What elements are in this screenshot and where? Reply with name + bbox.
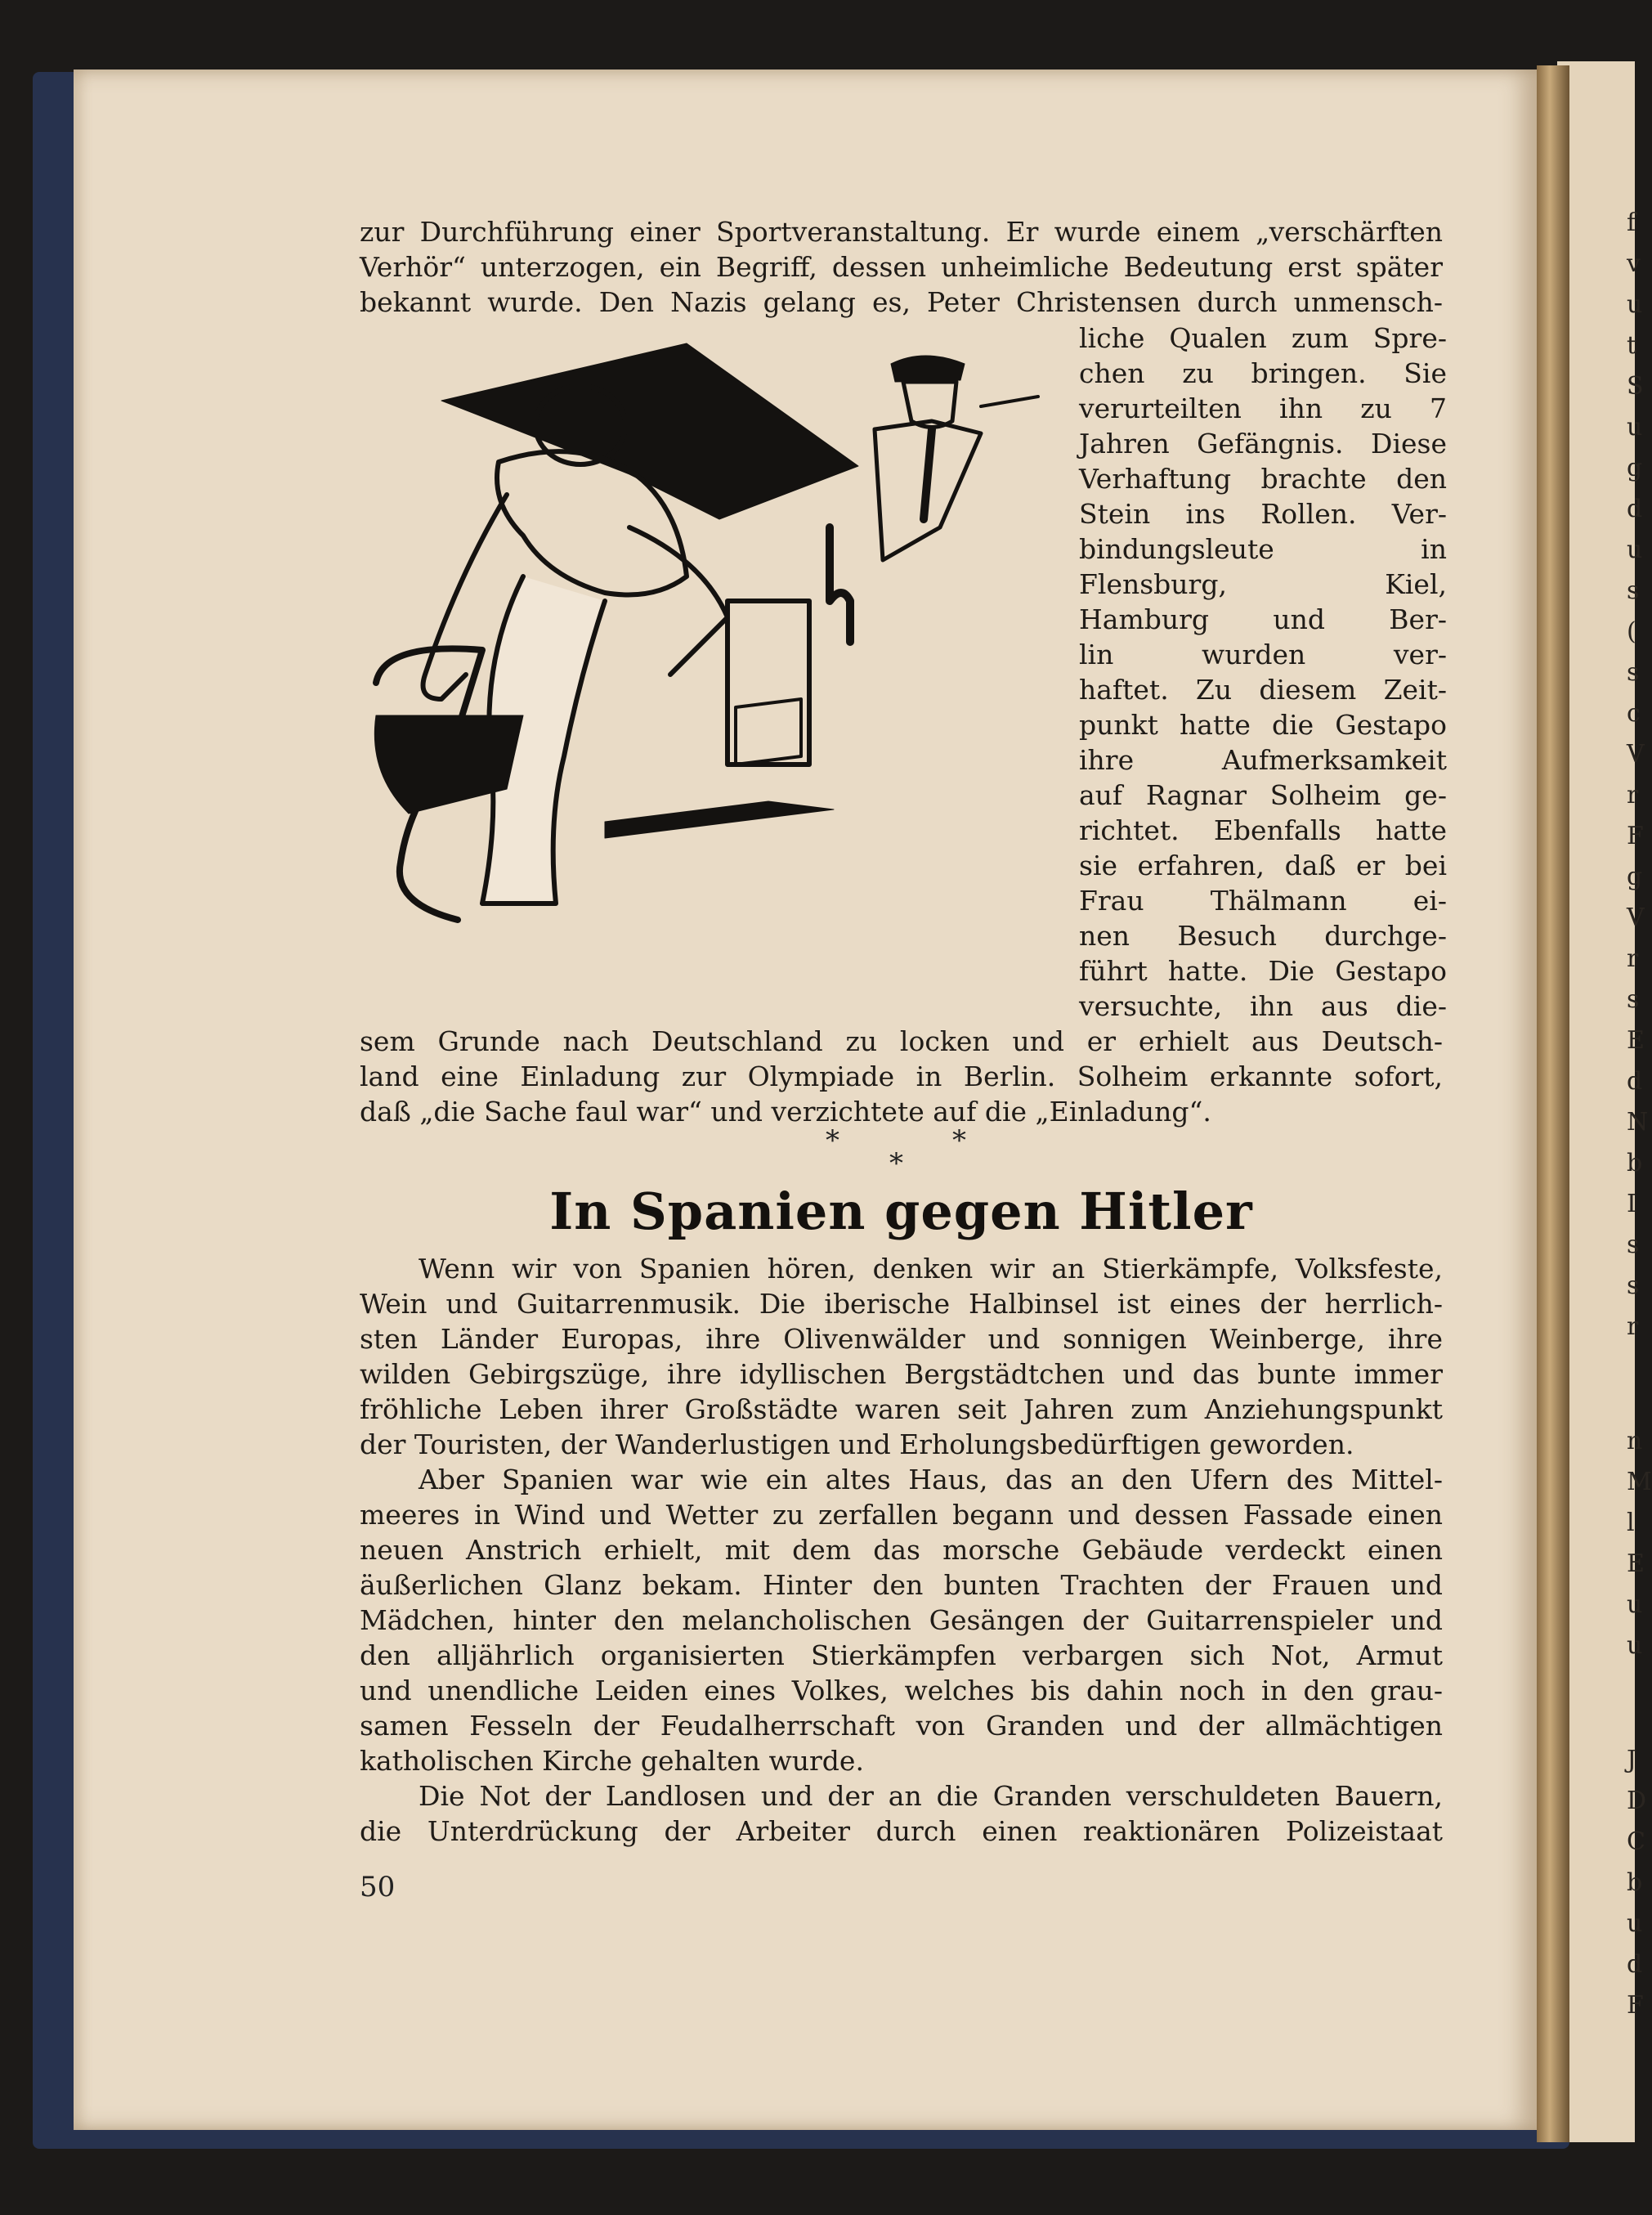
adjacent-page-fragment: I [1627, 1190, 1636, 1218]
page-number: 50 [360, 1871, 396, 1903]
adjacent-page-fragment: t [1627, 331, 1637, 360]
text-line: zur Durchführung einer Sportveranstaltung. Er wurde einem „verschärften [360, 216, 1443, 248]
adjacent-page-fragment: V [1627, 903, 1645, 932]
adjacent-page-fragment: E [1627, 1026, 1645, 1055]
text-line: den alljährlich organisierten Stierkämpfen verbargen sich Not, Armut [360, 1639, 1443, 1671]
text-line: lin wurden ver- [1079, 639, 1447, 670]
text-line: versuchte, ihn aus die- [1079, 990, 1447, 1022]
text-line: chen zu bringen. Sie [1079, 357, 1447, 389]
adjacent-page-fragment: D [1627, 1787, 1647, 1815]
text-line: bekannt wurde. Den Nazis gelang es, Peter Christensen durch unmensch- [360, 286, 1443, 318]
text-line: führt hatte. Die Gestapo [1079, 955, 1447, 987]
adjacent-page-fragment: F [1627, 822, 1644, 850]
text-line: Stein ins Rollen. Ver- [1079, 498, 1447, 530]
text-line: haftet. Zu diesem Zeit- [1079, 674, 1447, 706]
text-line: Flensburg, Kiel, [1079, 568, 1447, 600]
adjacent-page-fragment: S [1627, 372, 1644, 401]
text-line: neuen Anstrich erhielt, mit dem das morsche Gebäude verdeckt einen [360, 1534, 1443, 1566]
text-line: meeres in Wind und Wetter zu zerfallen begann und dessen Fassade einen [360, 1499, 1443, 1531]
adjacent-page-fragment: u [1627, 1590, 1643, 1619]
adjacent-page-fragment: u [1627, 1909, 1643, 1938]
text-line: Wein und Guitarrenmusik. Die iberische Halbinsel ist eines der herrlich- [360, 1288, 1443, 1320]
text-line: nen Besuch durchge- [1079, 920, 1447, 952]
adjacent-page-fragment: d [1627, 1067, 1643, 1096]
text-line: Verhaftung brachte den [1079, 463, 1447, 495]
text-line: verurteilten ihn zu 7 [1079, 392, 1447, 424]
text-line: daß „die Sache faul war“ und verzichtete auf die „Einladung“. [360, 1096, 1211, 1128]
text-line: Hamburg und Ber- [1079, 603, 1447, 635]
adjacent-page-fragment: n [1627, 1427, 1643, 1455]
separator-star: * [889, 1147, 903, 1180]
text-line: sie erfahren, daß er bei [1079, 850, 1447, 881]
adjacent-page-fragment: ( [1627, 617, 1636, 646]
intro-top-block [360, 214, 1443, 320]
section-separator [0, 1124, 1635, 1180]
right-arm-shape [629, 527, 728, 675]
text-line: katholischen Kirche gehalten wurde. [360, 1745, 864, 1777]
car-door-shape [728, 601, 809, 764]
text-line: Jahren Gefängnis. Diese [1079, 428, 1447, 460]
tie-shape [924, 429, 932, 519]
separator-star: * [826, 1124, 839, 1157]
text-line: sten Länder Europas, ihre Olivenwälder und sonnigen Weinberge, ihre [360, 1323, 1443, 1355]
adjacent-page-fragment: s [1627, 985, 1640, 1014]
adjacent-page-fragment: M [1627, 1468, 1652, 1496]
adjacent-page-fragment: g [1627, 863, 1643, 891]
adjacent-page-fragment: r [1627, 944, 1639, 973]
adjacent-page-fragment: s [1627, 1231, 1640, 1259]
separator-star: * [952, 1124, 966, 1157]
pointer-line [981, 397, 1038, 406]
text-line: ihre Aufmerksamkeit [1079, 744, 1447, 776]
adjacent-page-fragment: v [1627, 249, 1641, 278]
adjacent-page-fragment: d [1627, 495, 1643, 523]
text-line: sem Grunde nach Deutschland zu locken und er erhielt aus Deutsch- [360, 1025, 1443, 1057]
adjacent-page-fragment: u [1627, 1631, 1643, 1660]
text-line: Die Not der Landlosen und der an die Granden verschuldeten Bauern, [419, 1780, 1443, 1812]
adjacent-page-fragment: N [1627, 1108, 1649, 1137]
adjacent-page-fragment: J [1627, 1746, 1637, 1774]
text-line: die Unterdrückung der Arbeiter durch einen reaktionären Polizeistaat [360, 1815, 1443, 1847]
adjacent-page-fragment: l [1627, 1509, 1635, 1537]
text-line: liche Qualen zum Spre- [1079, 322, 1447, 354]
text-line: Wenn wir von Spanien hören, denken wir an Stierkämpfe, Volksfeste, [419, 1253, 1443, 1285]
hook-mark-shape [830, 527, 850, 642]
text-line: Aber Spanien war wie ein altes Haus, das an den Ufern des Mittel- [419, 1464, 1443, 1495]
section-body [360, 1251, 1443, 1849]
adjacent-page-fragment: s [1627, 576, 1640, 605]
roof-shape [441, 343, 858, 519]
adjacent-page-fragment: C [1627, 1827, 1645, 1856]
text-line: Verhör“ unterzogen, ein Begriff, dessen unheimliche Bedeutung erst später [360, 251, 1443, 283]
adjacent-page-fragment: r [1627, 781, 1639, 809]
text-line: fröhliche Leben ihrer Großstädte waren seit Jahren zum Anziehungspunkt [360, 1393, 1443, 1425]
text-line: punkt hatte die Gestapo [1079, 709, 1447, 741]
adjacent-page-fragment: g [1627, 454, 1643, 482]
hat-shape [891, 356, 965, 382]
adjacent-page-fragment: u [1627, 290, 1643, 319]
text-line: Frau Thälmann ei- [1079, 885, 1447, 917]
text-line: der Touristen, der Wanderlustigen und Erholungsbedürftigen geworden. [360, 1428, 1354, 1460]
illustration-man-on-car [360, 331, 1046, 1010]
text-line: bindungsleute in [1079, 533, 1447, 565]
text-line: und unendliche Leiden eines Volkes, welches bis dahin noch in den grau- [360, 1675, 1443, 1706]
adjacent-page-fragment: s [1627, 1271, 1640, 1300]
adjacent-page-fragment: E [1627, 1549, 1645, 1578]
car-running-board-shape [605, 801, 834, 838]
adjacent-page-fragment: r [1627, 1312, 1639, 1341]
adjacent-page-fragment: u [1627, 413, 1643, 442]
adjacent-page-fragment: F [1627, 1991, 1644, 2020]
adjacent-page-fragment: b [1627, 1149, 1643, 1177]
intro-wrap-column [1079, 321, 1447, 1024]
text-line: auf Ragnar Solheim ge- [1079, 779, 1447, 811]
intro-closing-block [360, 1024, 1443, 1129]
adjacent-page-fragment: u [1627, 536, 1643, 564]
adjacent-page-fragment: d [1627, 1950, 1643, 1979]
section-title: In Spanien gegen Hitler [549, 1181, 1253, 1241]
book-gutter [1537, 65, 1569, 2142]
adjacent-page-fragment: c [1627, 699, 1641, 728]
adjacent-page-fragment: s [1627, 658, 1640, 687]
adjacent-page-fragment: b [1627, 1868, 1643, 1897]
text-line: land eine Einladung zur Olympiade in Berlin. Solheim erkannte sofort, [360, 1060, 1443, 1092]
car-grille-shape [736, 699, 801, 764]
adjacent-page-fragment: f [1627, 208, 1636, 237]
text-line: richtet. Ebenfalls hatte [1079, 814, 1447, 846]
text-line: Mädchen, hinter den melancholischen Gesängen der Guitarrenspieler und [360, 1604, 1443, 1636]
text-line: wilden Gebirgszüge, ihre idyllischen Bergstädtchen und das bunte immer [360, 1358, 1443, 1390]
text-line: äußerlichen Glanz bekam. Hinter den bunten Trachten der Frauen und [360, 1569, 1443, 1601]
adjacent-page-fragment: V [1627, 740, 1645, 769]
text-line: samen Fesseln der Feudalherrschaft von Granden und der allmächtigen [360, 1710, 1443, 1742]
